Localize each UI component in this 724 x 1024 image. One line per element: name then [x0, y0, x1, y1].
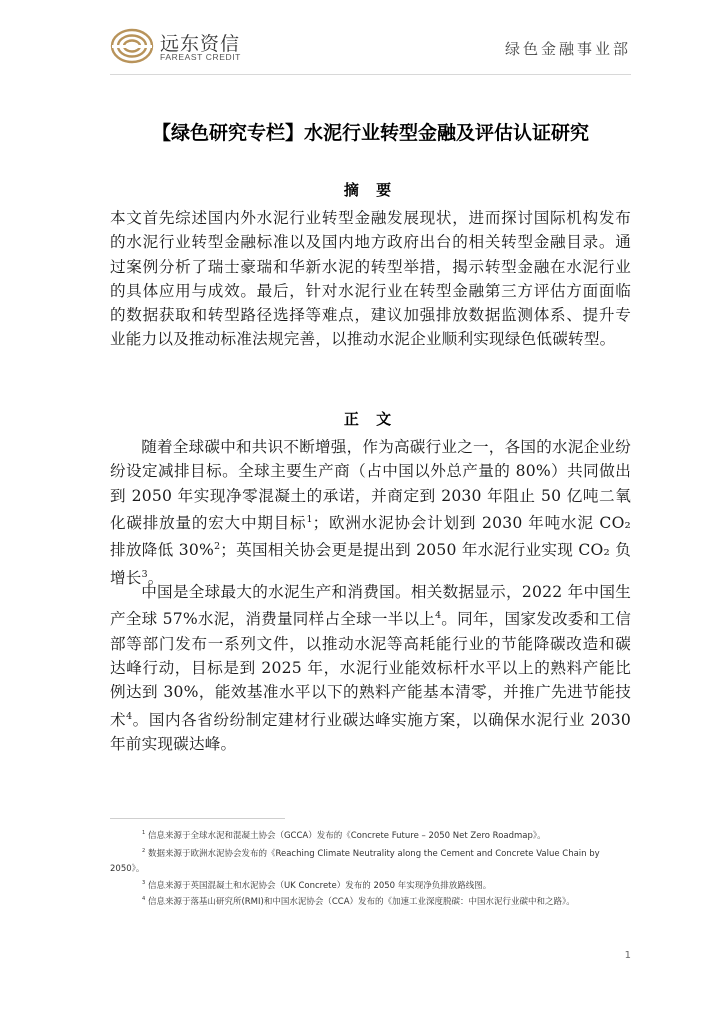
department-label: 绿色金融事业部: [504, 40, 631, 58]
footnote-ref-3[interactable]: 3: [141, 568, 148, 580]
abstract-heading: 摘 要: [343, 181, 398, 199]
footnote-ref-4b[interactable]: 4: [126, 710, 133, 722]
footnote-ref-4[interactable]: 4: [435, 610, 442, 622]
footnote-1: $^1$ 信息来源于全球水泥和混凝土协会（GCCA）发布的《Concrete Future – 2050 Net Zero Roadmap》。: [142, 830, 546, 841]
fareast-logo-icon: [110, 27, 154, 65]
body-paragraph-1: 随着全球碳中和共识不断增强，作为高碳行业之一，各国的水泥企业纷纷设定减排目标。全球主要生产商（占中国以外总产量的 80%）共同做出到 2050 年实现净零混凝土的承诺，并商定到 2030 年阻止 50 亿吨二氧化碳排放量的宏大中期目标$^1$；欧洲水泥协会计划到 2030 年吨水泥 CO₂ 排放降低 30%$^2$；英国相关协会更是提出到 2050 年水泥行业实现 CO₂ 负增长$^3$。: [110, 438, 632, 588]
logo-chinese-name: 远东资信: [160, 33, 241, 55]
abstract-text: 本文首先综述国内外水泥行业转型金融发展现状，进而探讨国际机构发布的水泥行业转型金融标准以及国内地方政府出台的相关转型金融目录。通过案例分析了瑞士豪瑞和华新水泥的转型举措，揭示转型金融在水泥行业的具体应用与成效。最后，针对水泥行业在转型金融第三方评估方面面临的数据获取和转型路径选择等难点，建议加强排放数据监测体系、提升专业能力以及推动标准法规完善，以推动水泥企业顺利实现绿色低碳转型。: [110, 209, 631, 349]
logo-english-name: FAREAST CREDIT: [160, 52, 241, 62]
body-paragraph-2: 中国是全球最大的水泥生产和消费国。相关数据显示，2022 年中国生产全球 57%水泥，消费量同样占全球一半以上$^4$。同年，国家发改委和工信部等部门发布一系列文件，以推动水泥等高耗能行业的节能降碳改造和碳达峰行动，目标是到 2025 年，水泥行业能效标杆水平以上的熟料产能比例达到 30%，能效基准水平以下的熟料产能基本清零，并推广先进节能技术$^4$。国内各省纷纷制定建材行业碳达峰实施方案，以确保水泥行业 2030 年前实现碳达峰。: [110, 583, 631, 754]
footnote-3: $^3$ 信息来源于英国混凝土和水泥协会（UK Concrete）发布的 2050 年实现净负排放路线图。: [142, 880, 492, 891]
page-number: 1: [624, 950, 631, 961]
article-title: 【绿色研究专栏】水泥行业转型金融及评估认证研究: [151, 122, 589, 144]
body-heading: 正 文: [343, 410, 398, 428]
footnote-2: $^2$ 数据来源于欧洲水泥协会发布的《Reaching Climate Neutrality along the Cement and Concrete Value Chain by 2050》。: [110, 848, 600, 874]
footnote-4: $^4$ 信息来源于落基山研究所(RMI)和中国水泥协会（CCA）发布的《加速工业深度脱碳：中国水泥行业碳中和之路》。: [142, 896, 575, 907]
footnote-divider: [110, 818, 285, 819]
footnote-ref-2[interactable]: 2: [214, 541, 221, 553]
company-logo: [110, 27, 260, 65]
footnote-ref-1[interactable]: 1: [306, 513, 313, 525]
header-divider: [110, 74, 631, 75]
